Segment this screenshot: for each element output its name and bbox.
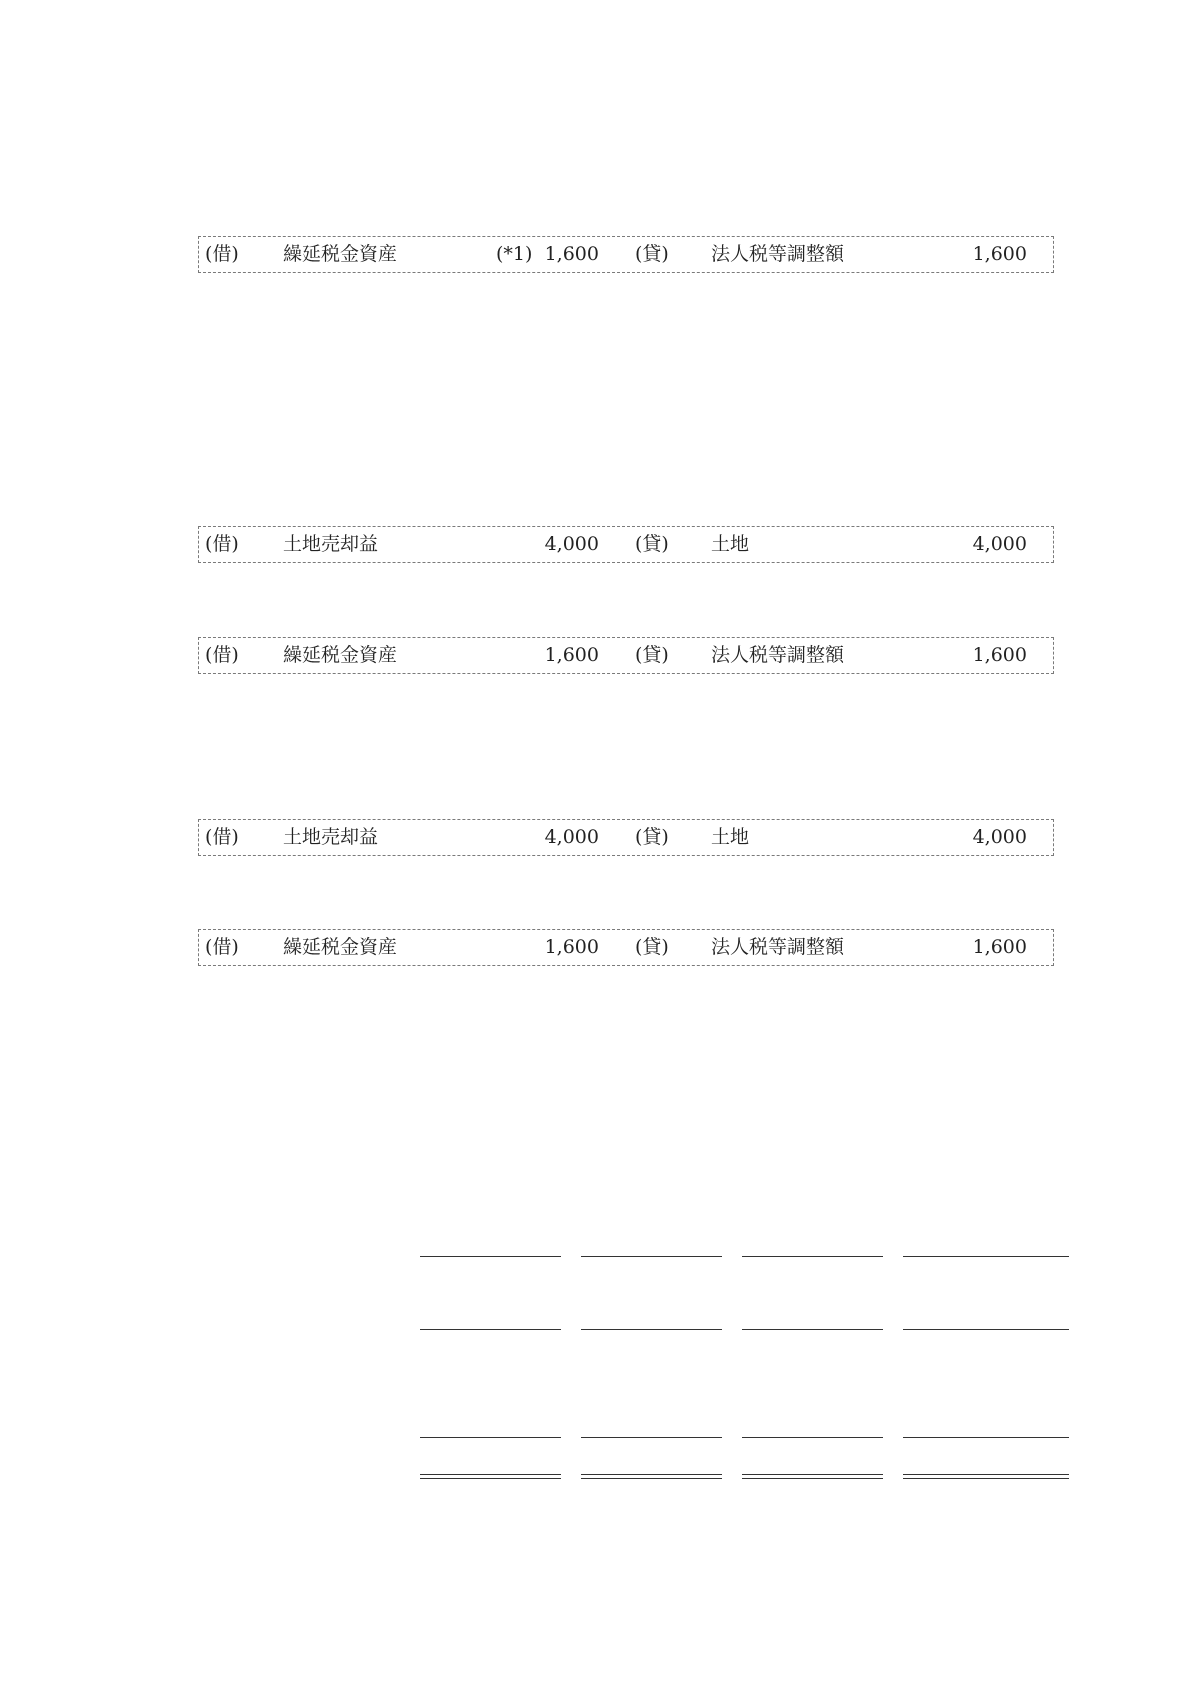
credit-marker: (貸) [635,826,669,848]
credit-account: 土地 [711,533,750,555]
debit-marker: (借) [205,644,239,666]
credit-account: 法人税等調整額 [711,243,845,265]
table-rule [903,1437,1069,1438]
table-rule [742,1256,883,1257]
debit-marker: (借) [205,826,239,848]
credit-account: 土地 [711,826,750,848]
debit-amount: 1,600 [544,644,599,666]
credit-account: 法人税等調整額 [711,644,845,666]
debit-account: 繰延税金資産 [283,243,398,265]
table-rule [420,1329,561,1330]
debit-marker: (借) [205,533,239,555]
credit-amount: 1,600 [972,243,1027,265]
debit-account: 土地売却益 [283,826,379,848]
credit-marker: (貸) [635,533,669,555]
table-rule [903,1256,1069,1257]
journal-entry [198,236,1054,273]
credit-amount: 4,000 [972,533,1027,555]
table-rule [581,1437,722,1438]
credit-marker: (貸) [635,644,669,666]
table-rule [581,1256,722,1257]
credit-amount: 1,600 [972,644,1027,666]
table-rule [742,1437,883,1438]
debit-marker: (借) [205,936,239,958]
credit-amount: 1,600 [972,936,1027,958]
debit-marker: (借) [205,243,239,265]
total-double-rule [581,1474,722,1479]
journal-entry [198,526,1054,563]
table-rule [903,1329,1069,1330]
credit-marker: (貸) [635,936,669,958]
debit-amount: 1,600 [544,243,599,265]
journal-entry [198,929,1054,966]
debit-account: 土地売却益 [283,533,379,555]
total-double-rule [420,1474,561,1479]
footnote-mark: (*1) [496,243,533,265]
credit-marker: (貸) [635,243,669,265]
table-rule [742,1329,883,1330]
table-rule [420,1437,561,1438]
total-double-rule [742,1474,883,1479]
table-rule [581,1329,722,1330]
journal-entry [198,819,1054,856]
total-double-rule [903,1474,1069,1479]
debit-amount: 4,000 [544,533,599,555]
credit-account: 法人税等調整額 [711,936,845,958]
journal-entry [198,637,1054,674]
debit-amount: 4,000 [544,826,599,848]
table-rule [420,1256,561,1257]
debit-amount: 1,600 [544,936,599,958]
debit-account: 繰延税金資産 [283,644,398,666]
debit-account: 繰延税金資産 [283,936,398,958]
credit-amount: 4,000 [972,826,1027,848]
